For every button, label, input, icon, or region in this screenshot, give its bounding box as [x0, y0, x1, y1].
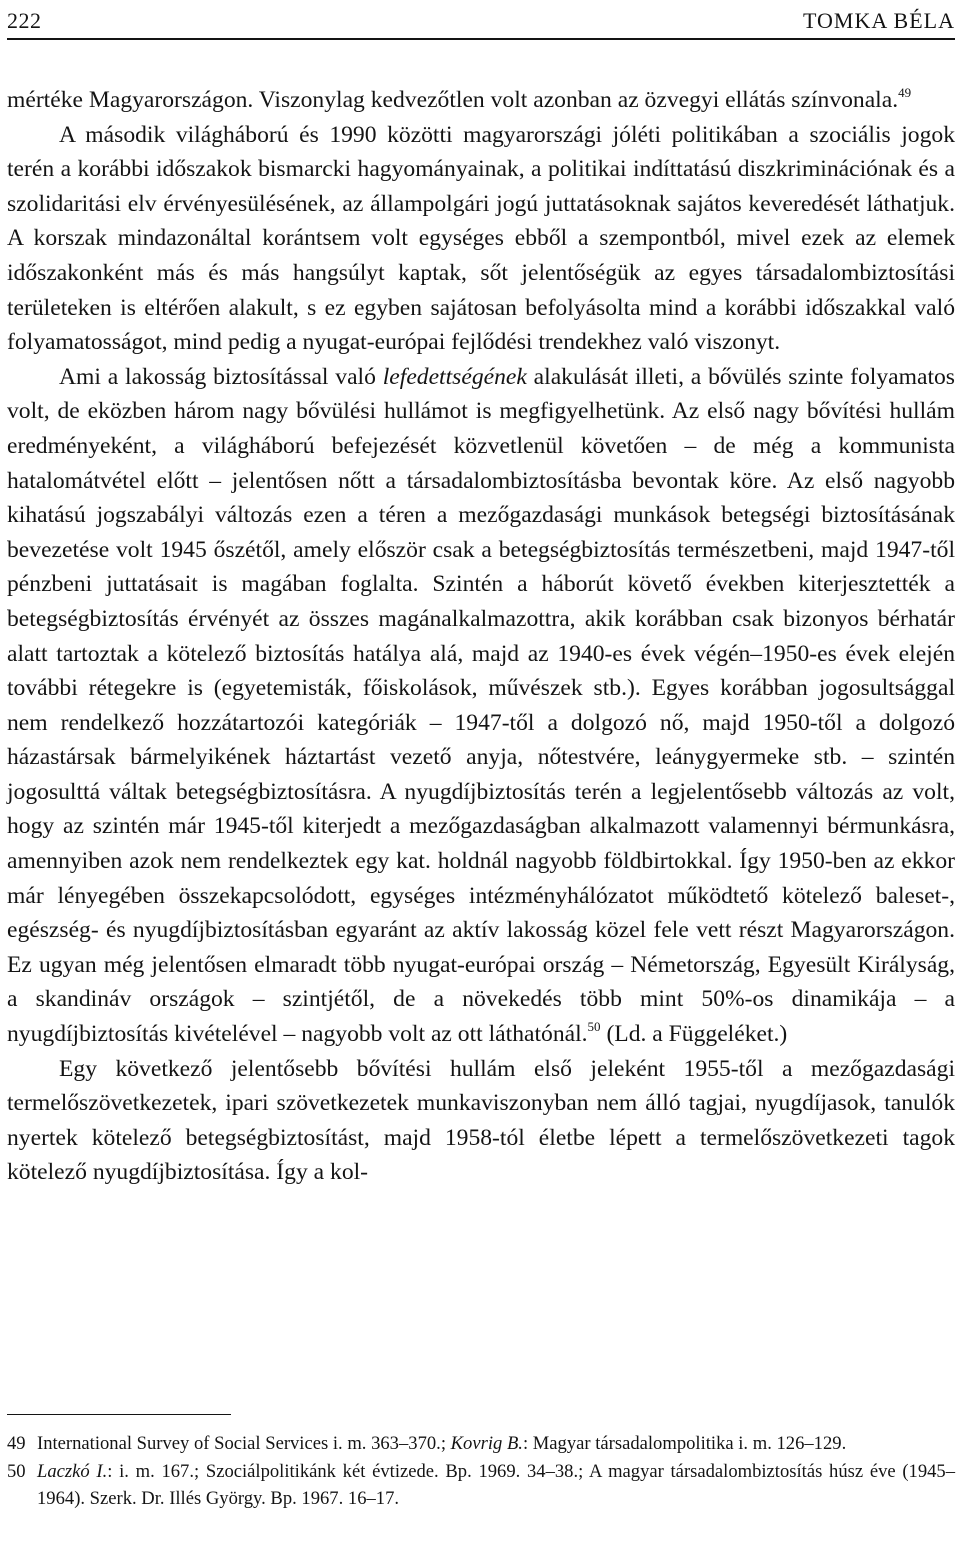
body-text [7, 83, 955, 1190]
page-header [7, 4, 955, 40]
footnote-text-after: : i. m. 167.; Szociálpolitikánk két évtizede. Bp. 1969. 34–38.; A magyar társadalombiztosítás húsz éve (1945–1964). Szerk. Dr. Illés György. Bp. 1967. 16–17. [37, 1460, 956, 1509]
paragraph-3 [7, 360, 955, 1052]
paragraph-text: alakulását illeti, a bővülés szinte folyamatos volt, de eközben három nagy bővülési hullámot is megfigyelhetünk. Az első nagy bővítési hullám eredményeként, a világháború befejezését közvetlenül követően – de még a kommunista hatalomátvétel előtt – jelentősen nőtt a társadalombiztosításba bevontak köre. Az első nagyobb kihatású jogszabályi változás ezen a téren a mezőgazdasági munkások betegségi biztosításának bevezetése volt 1945 őszétől, amely először csak a betegségbiztosítás természetbeni, majd 1947-től pénzbeni juttatásait is magában foglalta. Szintén a háborút követő években kiterjesztették a betegségbiztosítás érvényét az összes magánalkalmazottra, akik korábban csak bizonyos bérhatár alatt tartoztak a kötelező biztosítás hatálya alá, majd az 1940-es évek végén–1950-es évek elején további rétegekre is (egyetemisták, főiskolások, művészek stb.). Egyes korábban jogosultsággal nem rendelkező hozzátartozói kategóriák – 1947-től a dolgozó nő, majd 1950-től a dolgozó házastársak bármelyikének háztartást vezető anyja, nőtestvére, leánygyermeke stb. – szintén jogosulttá váltak betegségbiztosításra. A nyugdíjbiztosítás terén a legjelentősebb változás az volt, hogy az szintén már 1945-től kiterjedt a mezőgazdaságban alkalmazott valamennyi bérmunkásra, amennyiben azok nem rendelkeztek egy kat. holdnál nagyobb földbirtokkal. Így 1950-ben az ekkor már lényegében összekapcsolódott, egységes intézményhálózatot működtető kötelező baleset-, egészség- és nyugdíjbiztosításban egyaránt az aktív lakosság közel fele vett részt Magyarországon. Ez ugyan még jelentősen elmaradt több nyugat-európai ország – Németország, Egyesült Királyság, a skandináv országok – szintjétől, de a növekedés több mint 50%-os dinamikája – a nyugdíjbiztosítás kivételével – nagyobb volt az ott láthatónál. [7, 363, 955, 1048]
paragraph-text: mértéke Magyarországon. Viszonylag kedvezőtlen volt azonban az özvegyi ellátás színvonala. [7, 87, 899, 113]
footnote-separator [7, 1414, 231, 1415]
footnote-text-after: : Magyar társadalompolitika i. m. 126–129. [522, 1433, 847, 1454]
paragraph-text: (Ld. a Függeléket.) [600, 1021, 788, 1048]
page-number: 222 [7, 8, 42, 33]
footnotes [7, 1430, 955, 1513]
paragraph-2 [7, 118, 955, 360]
footnote-ref-49: 49 [898, 85, 912, 100]
footnote-author: Laczkó I. [37, 1460, 108, 1482]
footnote-ref-50: 50 [587, 1019, 601, 1035]
footnote-number: 50 [7, 1460, 26, 1482]
paragraph-text: Egy következő jelentősebb bővítési hullám első jeleként 1955-től a mezőgazdasági termelőszövetkezetek, ipari szövetkezetek munkaviszonyban nem álló tagjai, nyugdíjasok, tanulók nyertek kötelező betegségbiztosítást, majd 1958-tól életbe lépett a termelőszövetkezeti tagok kötelező nyugdíjbiztosítása. Így a kol- [7, 1055, 955, 1186]
footnote-number: 49 [7, 1433, 26, 1454]
paragraph-text: A második világháború és 1990 közötti magyarországi jóléti politikában a szociális jogok terén a korábbi időszakok bismarcki hagyományainak, a politikai indíttatású diszkriminációnak és a szolidaritási elv érvényesülésének, az állampolgári jogú juttatásoknak sajátos keveredését láthatjuk. A korszak mindazonáltal korántsem volt egységes ebből a szempontból, mivel ezek az elemek időszakonként más és más hangsúlyt kaptak, sőt jelentőségük az egyes társadalombiztosítási területeken is eltérően alakult, s ez egyben sajátosan befolyásolta mind a korábbi időszakkal való folyamatosságot, mind pedig a nyugat-európai fejlődési trendekhez való viszonyt. [7, 121, 955, 356]
footnote-50 [7, 1458, 955, 1513]
footnote-text [37, 1430, 955, 1458]
paragraph-text: Ami a lakosság biztosítással való [59, 363, 383, 390]
emphasis-lefedettseg: lefedettségének [382, 363, 527, 390]
paragraph-1 [7, 83, 955, 118]
footnote-text [37, 1458, 955, 1513]
running-head: TOMKA BÉLA [803, 8, 955, 33]
footnote-49 [7, 1430, 955, 1458]
footnote-author: Kovrig B. [450, 1433, 523, 1454]
footnote-text-before: International Survey of Social Services i. m. 363–370.; [37, 1433, 451, 1454]
paragraph-4 [7, 1052, 955, 1190]
